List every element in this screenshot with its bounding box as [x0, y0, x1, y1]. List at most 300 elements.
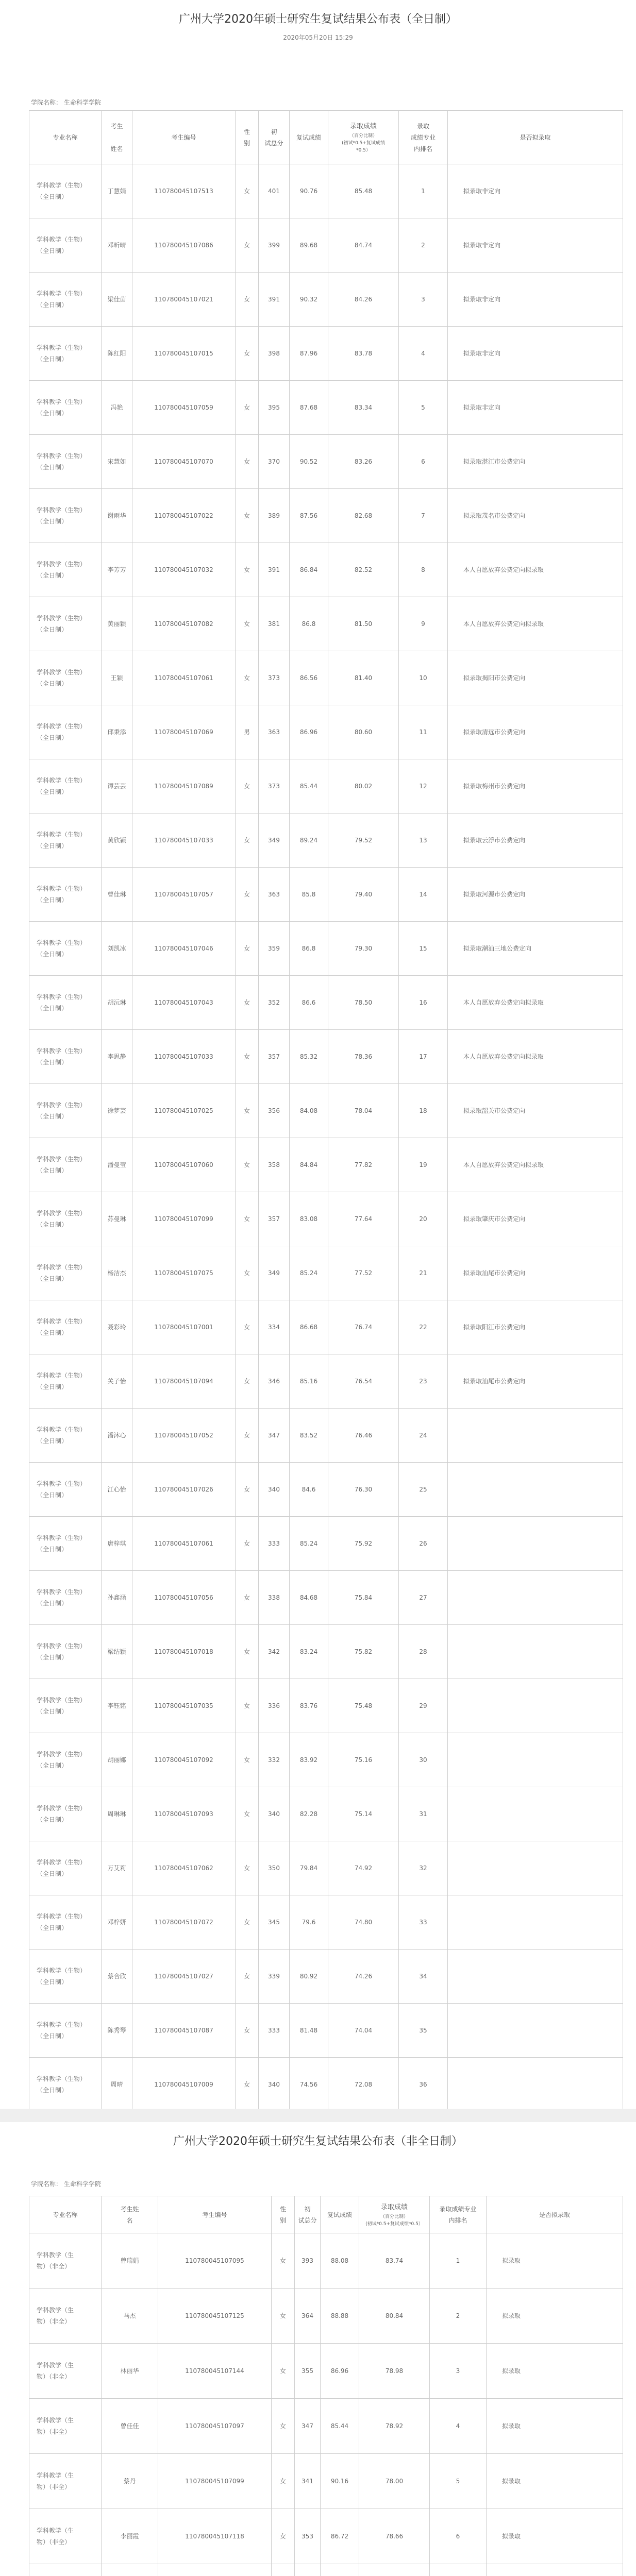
cell-rank: 21	[399, 1246, 448, 1300]
cell-rank: 3	[399, 273, 448, 327]
cell-gender: 女	[236, 651, 259, 705]
cell-remark: 拟录取	[487, 2344, 623, 2399]
cell-rank: 10	[399, 651, 448, 705]
cell-major: 学科教学（生 物）（非全）	[29, 2509, 102, 2564]
cell-major	[29, 2564, 102, 2576]
table-row	[29, 1841, 623, 1895]
cell-rank: 29	[399, 1679, 448, 1733]
cell-retest-score: 86.72	[321, 2509, 359, 2564]
header-retest-score: 复试成绩	[290, 111, 328, 164]
header-name: 考生 姓名	[102, 111, 132, 164]
cell-major: 学科教学（生物） （全日制）	[29, 1463, 102, 1517]
table-row	[29, 2233, 623, 2289]
cell-initial-score: 340	[259, 2058, 290, 2112]
cell-rank: 20	[399, 1192, 448, 1246]
cell-name: 聂彩玲	[102, 1300, 132, 1354]
cell-rank: 34	[399, 1950, 448, 2004]
header-remark: 是否拟录取	[448, 111, 623, 164]
cell-remark: 拟录取	[487, 2454, 623, 2509]
cell-total-score: 83.34	[328, 381, 399, 435]
table-row	[29, 705, 623, 759]
cell-major: 学科教学（生 物）（非全）	[29, 2454, 102, 2509]
results-table-fulltime	[29, 110, 623, 2112]
cell-rank: 16	[399, 976, 448, 1030]
header-major: 专业名称	[29, 111, 102, 164]
cell-remark: 拟录取揭阳市公费定向	[448, 651, 623, 705]
cell-remark: 拟录取云浮市公费定向	[448, 814, 623, 868]
cell-gender: 女	[272, 2509, 295, 2564]
cell-total-score: 79.52	[328, 814, 399, 868]
cell-remark: 拟录取湛江市公费定向	[448, 435, 623, 489]
cell-gender: 女	[236, 543, 259, 597]
college-name-parttime: 学院名称： 生命科学学院	[31, 2180, 101, 2188]
cell-total-score: 84.26	[328, 273, 399, 327]
cell-exam-no: 110780045107060	[132, 1138, 236, 1192]
table-row	[29, 489, 623, 543]
table-row	[29, 1030, 623, 1084]
cell-major: 学科教学（生物） （全日制）	[29, 218, 102, 273]
cell-gender: 女	[236, 1517, 259, 1571]
cell-initial-score: 352	[259, 976, 290, 1030]
cell-gender: 女	[236, 597, 259, 651]
cell-remark	[487, 2564, 623, 2576]
cell-gender: 女	[236, 1787, 259, 1841]
cell-exam-no: 110780045107021	[132, 273, 236, 327]
cell-exam-no: 110780045107118	[158, 2509, 272, 2564]
table-row	[29, 218, 623, 273]
cell-exam-no: 110780045107015	[132, 327, 236, 381]
cell-retest-score: 85.8	[290, 868, 328, 922]
cell-rank: 32	[399, 1841, 448, 1895]
cell-initial-score: 334	[259, 1300, 290, 1354]
cell-initial-score: 373	[259, 651, 290, 705]
cell-retest-score: 86.8	[290, 597, 328, 651]
cell-total-score: 81.40	[328, 651, 399, 705]
cell-major: 学科教学（生物） （全日制）	[29, 705, 102, 759]
cell-gender: 女	[236, 2058, 259, 2112]
table-row	[29, 1138, 623, 1192]
cell-major: 学科教学（生物） （全日制）	[29, 1192, 102, 1246]
cell-total-score: 83.78	[328, 327, 399, 381]
cell-total-score: 75.16	[328, 1733, 399, 1787]
cell-remark: 拟录取非定向	[448, 273, 623, 327]
cell-exam-no	[158, 2564, 272, 2576]
cell-gender: 女	[236, 1733, 259, 1787]
table-row	[29, 1733, 623, 1787]
cell-initial-score: 341	[295, 2454, 321, 2509]
cell-rank: 23	[399, 1354, 448, 1409]
cell-rank: 24	[399, 1409, 448, 1463]
cell-total-score: 76.46	[328, 1409, 399, 1463]
cell-remark: 拟录取	[487, 2233, 623, 2289]
cell-name: 孙鑫涵	[102, 1571, 132, 1625]
table-row	[29, 1409, 623, 1463]
cell-gender: 女	[236, 381, 259, 435]
cell-total-score: 74.92	[328, 1841, 399, 1895]
cell-initial-score: 349	[259, 814, 290, 868]
cell-gender: 女	[236, 922, 259, 976]
cell-remark	[448, 1625, 623, 1679]
table-row	[29, 1300, 623, 1354]
cell-total-score: 79.40	[328, 868, 399, 922]
cell-rank: 1	[399, 164, 448, 218]
cell-major: 学科教学（生物） （全日制）	[29, 381, 102, 435]
cell-rank: 26	[399, 1517, 448, 1571]
cell-total-score: 79.30	[328, 922, 399, 976]
cell-retest-score: 81.48	[290, 2004, 328, 2058]
cell-exam-no: 110780045107082	[132, 597, 236, 651]
cell-name: 梁结颖	[102, 1625, 132, 1679]
cell-name: 丁慧娟	[102, 164, 132, 218]
cell-initial-score: 332	[259, 1733, 290, 1787]
cell-gender: 女	[236, 814, 259, 868]
cell-retest-score: 90.32	[290, 273, 328, 327]
cell-exam-no: 110780045107099	[158, 2454, 272, 2509]
cell-retest-score: 87.68	[290, 381, 328, 435]
cell-gender: 女	[236, 2004, 259, 2058]
header-gender: 性 别	[236, 111, 259, 164]
cell-major: 学科教学（生 物）（非全）	[29, 2399, 102, 2454]
cell-remark	[448, 1517, 623, 1571]
cell-name: 刘凯冰	[102, 922, 132, 976]
cell-rank: 6	[430, 2509, 487, 2564]
cell-initial-score: 340	[259, 1787, 290, 1841]
cell-rank: 12	[399, 759, 448, 814]
table-row	[29, 435, 623, 489]
cell-name: 蔡合欣	[102, 1950, 132, 2004]
table-row	[29, 2289, 623, 2344]
cell-rank: 1	[430, 2233, 487, 2289]
cell-exam-no: 110780045107032	[132, 543, 236, 597]
cell-rank: 2	[430, 2289, 487, 2344]
cell-exam-no: 110780045107033	[132, 814, 236, 868]
cell-major: 学科教学（生物） （全日制）	[29, 1787, 102, 1841]
table-row	[29, 2344, 623, 2399]
cell-gender: 女	[236, 273, 259, 327]
cell-initial-score: 398	[259, 327, 290, 381]
cell-initial-score: 339	[259, 1950, 290, 2004]
cell-initial-score: 349	[259, 1246, 290, 1300]
table-row	[29, 1192, 623, 1246]
cell-rank: 19	[399, 1138, 448, 1192]
cell-total-score: 83.26	[328, 435, 399, 489]
cell-remark: 本人自愿放弃公费定向拟录取	[448, 1030, 623, 1084]
cell-rank: 18	[399, 1084, 448, 1138]
cell-retest-score: 86.68	[290, 1300, 328, 1354]
cell-remark	[448, 1679, 623, 1733]
cell-initial-score: 389	[259, 489, 290, 543]
cell-retest-score: 86.6	[290, 976, 328, 1030]
cell-name: 梁佳茵	[102, 273, 132, 327]
cell-gender: 男	[236, 705, 259, 759]
header-retest-score: 复试成绩	[321, 2196, 359, 2233]
header-rank: 录取成绩专业 内排名	[430, 2196, 487, 2233]
cell-retest-score: 88.88	[321, 2289, 359, 2344]
page-title-parttime: 广州大学2020年硕士研究生复试结果公布表（非全日制）	[173, 2135, 463, 2148]
cell-total-score: 77.64	[328, 1192, 399, 1246]
cell-total-score: 82.52	[328, 543, 399, 597]
table-row	[29, 922, 623, 976]
cell-rank: 5	[430, 2454, 487, 2509]
cell-gender: 女	[236, 1895, 259, 1950]
table-row	[29, 1517, 623, 1571]
cell-remark	[448, 1409, 623, 1463]
cell-name: 谭芸芸	[102, 759, 132, 814]
cell-initial-score: 333	[259, 1517, 290, 1571]
cell-retest-score: 85.32	[290, 1030, 328, 1084]
table-row	[29, 2454, 623, 2509]
cell-gender: 女	[236, 1084, 259, 1138]
cell-exam-no: 110780045107099	[132, 1192, 236, 1246]
cell-exam-no: 110780045107092	[132, 1733, 236, 1787]
cell-total-score: 80.60	[328, 705, 399, 759]
cell-name: 冯艳	[102, 381, 132, 435]
cell-rank: 30	[399, 1733, 448, 1787]
cell-name: 周琳琳	[102, 1787, 132, 1841]
table-row	[29, 327, 623, 381]
cell-rank: 4	[430, 2399, 487, 2454]
cell-initial-score: 370	[259, 435, 290, 489]
cell-remark: 拟录取潮汕三地公费定向	[448, 922, 623, 976]
cell-exam-no: 110780045107062	[132, 1841, 236, 1895]
cell-remark: 拟录取河源市公费定向	[448, 868, 623, 922]
cell-retest-score: 84.08	[290, 1084, 328, 1138]
cell-rank	[430, 2564, 487, 2576]
cell-total-score: 74.26	[328, 1950, 399, 2004]
cell-major: 学科教学（生物） （全日制）	[29, 1679, 102, 1733]
cell-remark: 本人自愿放弃公费定向拟录取	[448, 543, 623, 597]
cell-gender: 女	[272, 2289, 295, 2344]
section-divider	[0, 2109, 636, 2122]
cell-name: 黄丽颖	[102, 597, 132, 651]
cell-initial-score: 355	[295, 2344, 321, 2399]
cell-name: 林丽华	[102, 2344, 158, 2399]
cell-initial-score: 345	[259, 1895, 290, 1950]
cell-major: 学科教学（生物） （全日制）	[29, 759, 102, 814]
cell-gender: 女	[236, 164, 259, 218]
cell-gender: 女	[236, 489, 259, 543]
cell-remark: 本人自愿放弃公费定向拟录取	[448, 976, 623, 1030]
table-row	[29, 1084, 623, 1138]
header-exam-no: 考生编号	[132, 111, 236, 164]
cell-retest-score: 85.16	[290, 1354, 328, 1409]
cell-exam-no: 110780045107095	[158, 2233, 272, 2289]
cell-exam-no: 110780045107035	[132, 1679, 236, 1733]
table-row	[29, 1787, 623, 1841]
cell-total-score: 75.84	[328, 1571, 399, 1625]
cell-major: 学科教学（生物） （全日制）	[29, 922, 102, 976]
cell-name: 黄欣颖	[102, 814, 132, 868]
cell-name: 邓昕晴	[102, 218, 132, 273]
cell-total-score: 80.02	[328, 759, 399, 814]
cell-remark	[448, 2058, 623, 2112]
cell-name: 潘沐心	[102, 1409, 132, 1463]
cell-exam-no: 110780045107033	[132, 1030, 236, 1084]
cell-initial-score: 363	[259, 705, 290, 759]
cell-retest-score: 86.56	[290, 651, 328, 705]
cell-gender: 女	[236, 868, 259, 922]
cell-name: 邓梓妍	[102, 1895, 132, 1950]
cell-major: 学科教学（生物） （全日制）	[29, 1300, 102, 1354]
cell-retest-score: 87.56	[290, 489, 328, 543]
cell-name: 关子怡	[102, 1354, 132, 1409]
cell-major: 学科教学（生物） （全日制）	[29, 1950, 102, 2004]
cell-exam-no: 110780045107075	[132, 1246, 236, 1300]
cell-retest-score: 86.84	[290, 543, 328, 597]
table-row	[29, 759, 623, 814]
cell-gender: 女	[236, 1409, 259, 1463]
cell-initial-score: 401	[259, 164, 290, 218]
cell-exam-no: 110780045107026	[132, 1463, 236, 1517]
cell-exam-no: 110780045107057	[132, 868, 236, 922]
cell-gender: 女	[236, 218, 259, 273]
cell-retest-score: 83.24	[290, 1625, 328, 1679]
cell-retest-score: 83.52	[290, 1409, 328, 1463]
table-row	[29, 543, 623, 597]
table-row	[29, 651, 623, 705]
cell-gender: 女	[272, 2344, 295, 2399]
cell-remark: 本人自愿放弃公费定向拟录取	[448, 597, 623, 651]
cell-total-score: 83.74	[359, 2233, 430, 2289]
cell-remark: 拟录取非定向	[448, 218, 623, 273]
cell-total-score: 78.04	[328, 1084, 399, 1138]
cell-name: 曾佳佳	[102, 2399, 158, 2454]
cell-name: 胡丽娜	[102, 1733, 132, 1787]
cell-rank: 27	[399, 1571, 448, 1625]
cell-gender: 女	[236, 1030, 259, 1084]
cell-name: 潘曼莹	[102, 1138, 132, 1192]
cell-remark	[448, 1950, 623, 2004]
cell-gender: 女	[236, 1571, 259, 1625]
cell-total-score: 74.80	[328, 1895, 399, 1950]
cell-initial-score: 342	[259, 1625, 290, 1679]
cell-retest-score: 86.8	[290, 922, 328, 976]
cell-name: 李钰铭	[102, 1679, 132, 1733]
cell-name: 唐梓琪	[102, 1517, 132, 1571]
cell-rank: 9	[399, 597, 448, 651]
cell-exam-no: 110780045107059	[132, 381, 236, 435]
cell-total-score: 78.92	[359, 2399, 430, 2454]
cell-remark: 拟录取茂名市公费定向	[448, 489, 623, 543]
cell-retest-score: 88.08	[321, 2233, 359, 2289]
cell-exam-no: 110780045107061	[132, 1517, 236, 1571]
cell-name: 陈秀琴	[102, 2004, 132, 2058]
cell-initial-score: 340	[259, 1463, 290, 1517]
cell-retest-score: 84.84	[290, 1138, 328, 1192]
cell-retest-score: 85.44	[321, 2399, 359, 2454]
cell-name: 徐梦芸	[102, 1084, 132, 1138]
cell-gender: 女	[236, 1463, 259, 1517]
table-row	[29, 381, 623, 435]
cell-remark	[448, 1895, 623, 1950]
cell-remark	[448, 1787, 623, 1841]
cell-remark	[448, 2004, 623, 2058]
cell-rank: 5	[399, 381, 448, 435]
cell-initial-score: 346	[259, 1354, 290, 1409]
cell-gender: 女	[236, 1138, 259, 1192]
cell-total-score: 76.74	[328, 1300, 399, 1354]
cell-name: 江心怡	[102, 1463, 132, 1517]
cell-major: 学科教学（生物） （全日制）	[29, 1246, 102, 1300]
cell-name: 马杰	[102, 2289, 158, 2344]
cell-rank: 25	[399, 1463, 448, 1517]
cell-retest-score: 89.68	[290, 218, 328, 273]
cell-retest-score: 89.24	[290, 814, 328, 868]
cell-rank: 15	[399, 922, 448, 976]
cell-rank: 7	[399, 489, 448, 543]
header-gender: 性 别	[272, 2196, 295, 2233]
cell-exam-no: 110780045107089	[132, 759, 236, 814]
cell-retest-score: 80.92	[290, 1950, 328, 2004]
cell-remark	[448, 1571, 623, 1625]
cell-retest-score: 79.84	[290, 1841, 328, 1895]
cell-total-score: 77.82	[328, 1138, 399, 1192]
cell-gender: 女	[272, 2454, 295, 2509]
cell-rank: 8	[399, 543, 448, 597]
cell-remark: 拟录取梅州市公费定向	[448, 759, 623, 814]
cell-remark: 拟录取清远市公费定向	[448, 705, 623, 759]
cell-rank: 22	[399, 1300, 448, 1354]
cell-gender: 女	[236, 976, 259, 1030]
cell-gender: 女	[236, 1246, 259, 1300]
cell-initial-score: 391	[259, 543, 290, 597]
cell-remark: 拟录取非定向	[448, 327, 623, 381]
cell-name: 陈红阳	[102, 327, 132, 381]
cell-total-score: 75.82	[328, 1625, 399, 1679]
cell-name: 曾瑞娟	[102, 2233, 158, 2289]
cell-total-score	[359, 2564, 430, 2576]
cell-total-score: 78.36	[328, 1030, 399, 1084]
cell-initial-score: 336	[259, 1679, 290, 1733]
cell-major: 学科教学（生物） （全日制）	[29, 2004, 102, 2058]
cell-rank: 36	[399, 2058, 448, 2112]
cell-initial-score: 358	[259, 1138, 290, 1192]
cell-total-score: 82.68	[328, 489, 399, 543]
table-row	[29, 1679, 623, 1733]
table-row	[29, 1246, 623, 1300]
header-major: 专业名称	[29, 2196, 102, 2233]
cell-retest-score: 83.08	[290, 1192, 328, 1246]
cell-major: 学科教学（生物） （全日制）	[29, 273, 102, 327]
cell-rank: 13	[399, 814, 448, 868]
cell-initial-score: 333	[259, 2004, 290, 2058]
cell-major: 学科教学（生物） （全日制）	[29, 164, 102, 218]
cell-major: 学科教学（生物） （全日制）	[29, 1409, 102, 1463]
cell-total-score: 76.30	[328, 1463, 399, 1517]
cell-remark: 拟录取汕尾市公费定向	[448, 1354, 623, 1409]
cell-exam-no: 110780045107513	[132, 164, 236, 218]
cell-retest-score: 84.6	[290, 1463, 328, 1517]
cell-initial-score: 350	[259, 1841, 290, 1895]
header-initial-score: 初 试总分	[259, 111, 290, 164]
cell-initial-score: 338	[259, 1571, 290, 1625]
table-header	[29, 2196, 623, 2233]
cell-initial-score: 347	[259, 1409, 290, 1463]
cell-rank: 31	[399, 1787, 448, 1841]
cell-gender: 女	[236, 1841, 259, 1895]
cell-major: 学科教学（生物） （全日制）	[29, 1517, 102, 1571]
cell-gender: 女	[236, 327, 259, 381]
cell-name	[102, 2564, 158, 2576]
cell-exam-no: 110780045107087	[132, 2004, 236, 2058]
cell-remark	[448, 1841, 623, 1895]
table-row	[29, 273, 623, 327]
cell-exam-no: 110780045107027	[132, 1950, 236, 2004]
cell-total-score: 72.08	[328, 2058, 399, 2112]
cell-major: 学科教学（生物） （全日制）	[29, 976, 102, 1030]
cell-gender: 女	[236, 1192, 259, 1246]
cell-retest-score	[321, 2564, 359, 2576]
